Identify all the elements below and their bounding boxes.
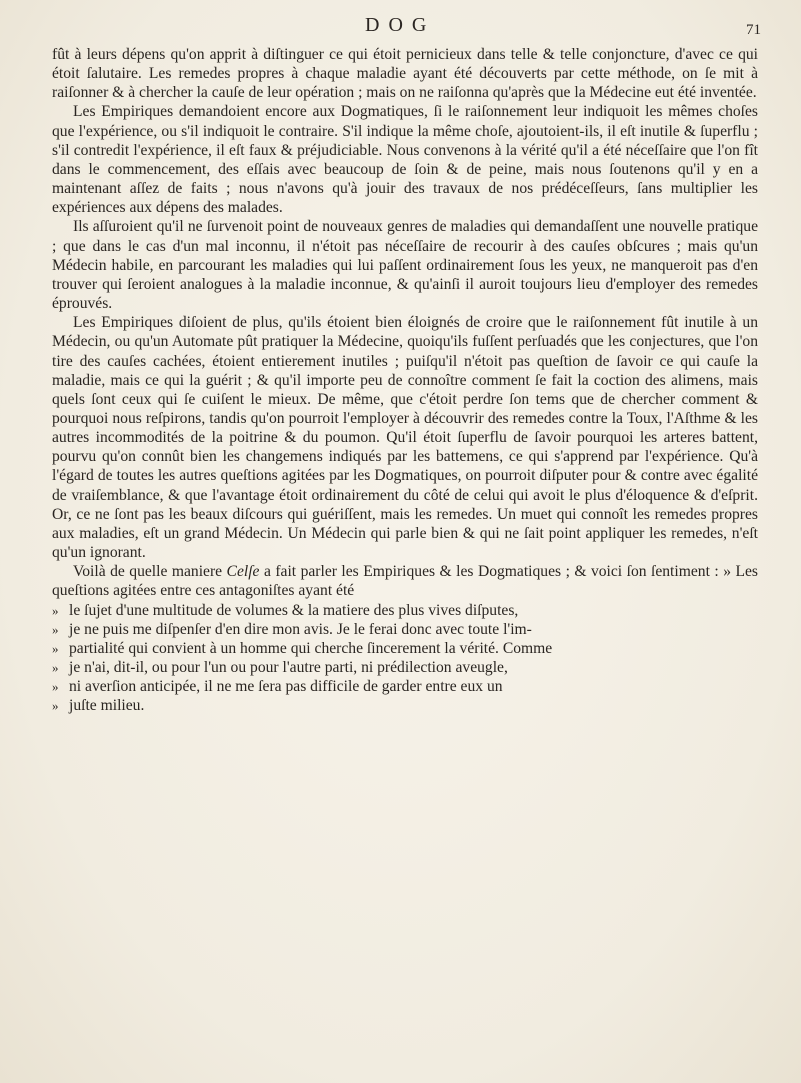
- body-text: [52, 45, 758, 715]
- quote-mark: »: [52, 621, 59, 637]
- quote-text: juſte milieu.: [69, 697, 145, 715]
- quote-line: [52, 601, 758, 620]
- paragraph-5: [52, 562, 758, 715]
- page-number: 71: [746, 22, 761, 38]
- paragraph-4: Les Empiriques diſoient de plus, qu'ils étoient bien éloignés de croire que le raiſonnement fût inutile à un Médecin, ou qu'un Automate pût pratiquer la Médecine, quoiqu'ils fuſſent perſuadés que les conjectures, que l'on tire des cauſes cachées, étoient entierement inutiles ; puiſqu'il n'étoit pas queſtion de ſavoir ce qui cauſe la maladie, mais ce qui la guérit ; & qu'il importe peu de connoître comment ſe fait la coction des alimens, mais quels ſont ceux qui ſe cuiſent le mieux. De même, que c'étoit perdre ſon tems que de chercher comment & pourquoi nous reſpirons, tandis qu'on pourroit l'employer à découvrir des remedes contre la Toux, l'Aſthme & les autres incommodités de la poitrine & du poumon. Qu'il étoit ſuperflu de ſavoir pourquoi les arteres battent, pourvu qu'on connût bien les changemens indiqués par les battemens, ce qui s'apprend par l'expérience. Qu'à l'égard de toutes les autres queſtions agitées par les Dogmatiques, on pourroit diſputer pour & contre avec égalité de vraiſemblance, & que l'avantage étoit ordinairement du côté de celui qui avoit le plus d'éloquence & d'eſprit. Or, ce ne ſont pas les beaux diſcours qui guériſſent, mais les remedes. Un muet qui connoît les remedes propres aux maladies, eſt un grand Médecin. Un Médecin qui parle bien & qui ne ſait point appliquer les remedes, n'eſt qu'un ignorant.: [52, 314, 758, 562]
- quote-mark: »: [52, 698, 59, 714]
- closing-intro-after: a fait parler les Empiriques & les Dogmatiques ; & voici ſon ſentiment :: [263, 563, 719, 581]
- page-header: [0, 10, 801, 40]
- quote-text: je ne puis me diſpenſer d'en dire mon avis. Je le ferai donc avec toute l'im-: [69, 620, 532, 638]
- quote-text: le ſujet d'une multitude de volumes & la matiere des plus vives diſputes,: [69, 601, 519, 619]
- quote-mark: »: [52, 679, 59, 695]
- running-title: DOG: [365, 14, 436, 36]
- quote-text: ni averſion anticipée, il ne me ſera pas difficile de garder entre eux un: [69, 678, 503, 696]
- quote-line: [52, 696, 758, 715]
- quote-line-1: Les queſtions agitées entre ces antagoniſtes ayant été: [52, 563, 758, 600]
- quote-mark: »: [52, 602, 59, 618]
- author-name-celse: Celſe: [226, 563, 260, 581]
- quote-text: je n'ai, dit-il, ou pour l'un ou pour l'autre parti, ni prédilection aveugle,: [69, 659, 508, 676]
- quote-mark: »: [52, 660, 59, 675]
- closing-intro-before: Voilà de quelle maniere: [73, 563, 223, 581]
- quote-line: [52, 658, 758, 677]
- paragraph-3: Ils aſſuroient qu'il ne ſurvenoit point de nouveaux genres de maladies qui demandaſſent une nouvelle pratique ; que dans le cas d'un mal inconnu, il n'étoit pas néceſſaire de recourir à des cauſes obſcures ; mais qu'un Médecin habile, en parcourant les maladies qui lui paſſent ordinairement ſous les yeux, ne manqueroit pas d'en trouver qui ſeroient analogues à la maladie inconnue, & qu'ainſi il auroit toujours lieu d'employer des remedes éprouvés.: [52, 218, 758, 313]
- quote-text: partialité qui convient à un homme qui cherche ſincerement la vérité. Comme: [69, 639, 553, 657]
- quote-mark: »: [723, 563, 731, 581]
- quote-line: [52, 620, 758, 639]
- quote-line: [52, 639, 758, 658]
- quote-mark: »: [52, 640, 59, 656]
- paragraph-2: Les Empiriques demandoient encore aux Dogmatiques, ſi le raiſonnement leur indiquoit les mêmes choſes que l'expérience, ou s'il indiquoit le contraire. S'il indique la même choſe, ajoutoient-ils, il eſt inutile & ſuperflu ; s'il contredit l'expérience, il eſt faux & préjudiciable. Nous convenons à la vérité qu'il a été néceſſaire que l'on fît dans le commencement, des eſſais avec beaucoup de ſoin & de peine, mais nous ſoutenons qu'il y en a maintenant aſſez de faits ; nous n'avons qu'à jouir des travaux de nos prédéceſſeurs, ſans multiplier les expériences aux dépens des malades.: [52, 103, 758, 217]
- paragraph-1: fût à leurs dépens qu'on apprit à diſtinguer ce qui étoit pernicieux dans telle & telle conjoncture, d'avec ce qui étoit ſalutaire. Les remedes propres à chaque maladie ayant été découverts par cette méthode, on ſe mit à raiſonner & à chercher la cauſe de leur opération ; mais on ne raiſonna qu'après que la Médecine eut été inventée.: [52, 46, 758, 102]
- quote-line: [52, 677, 758, 696]
